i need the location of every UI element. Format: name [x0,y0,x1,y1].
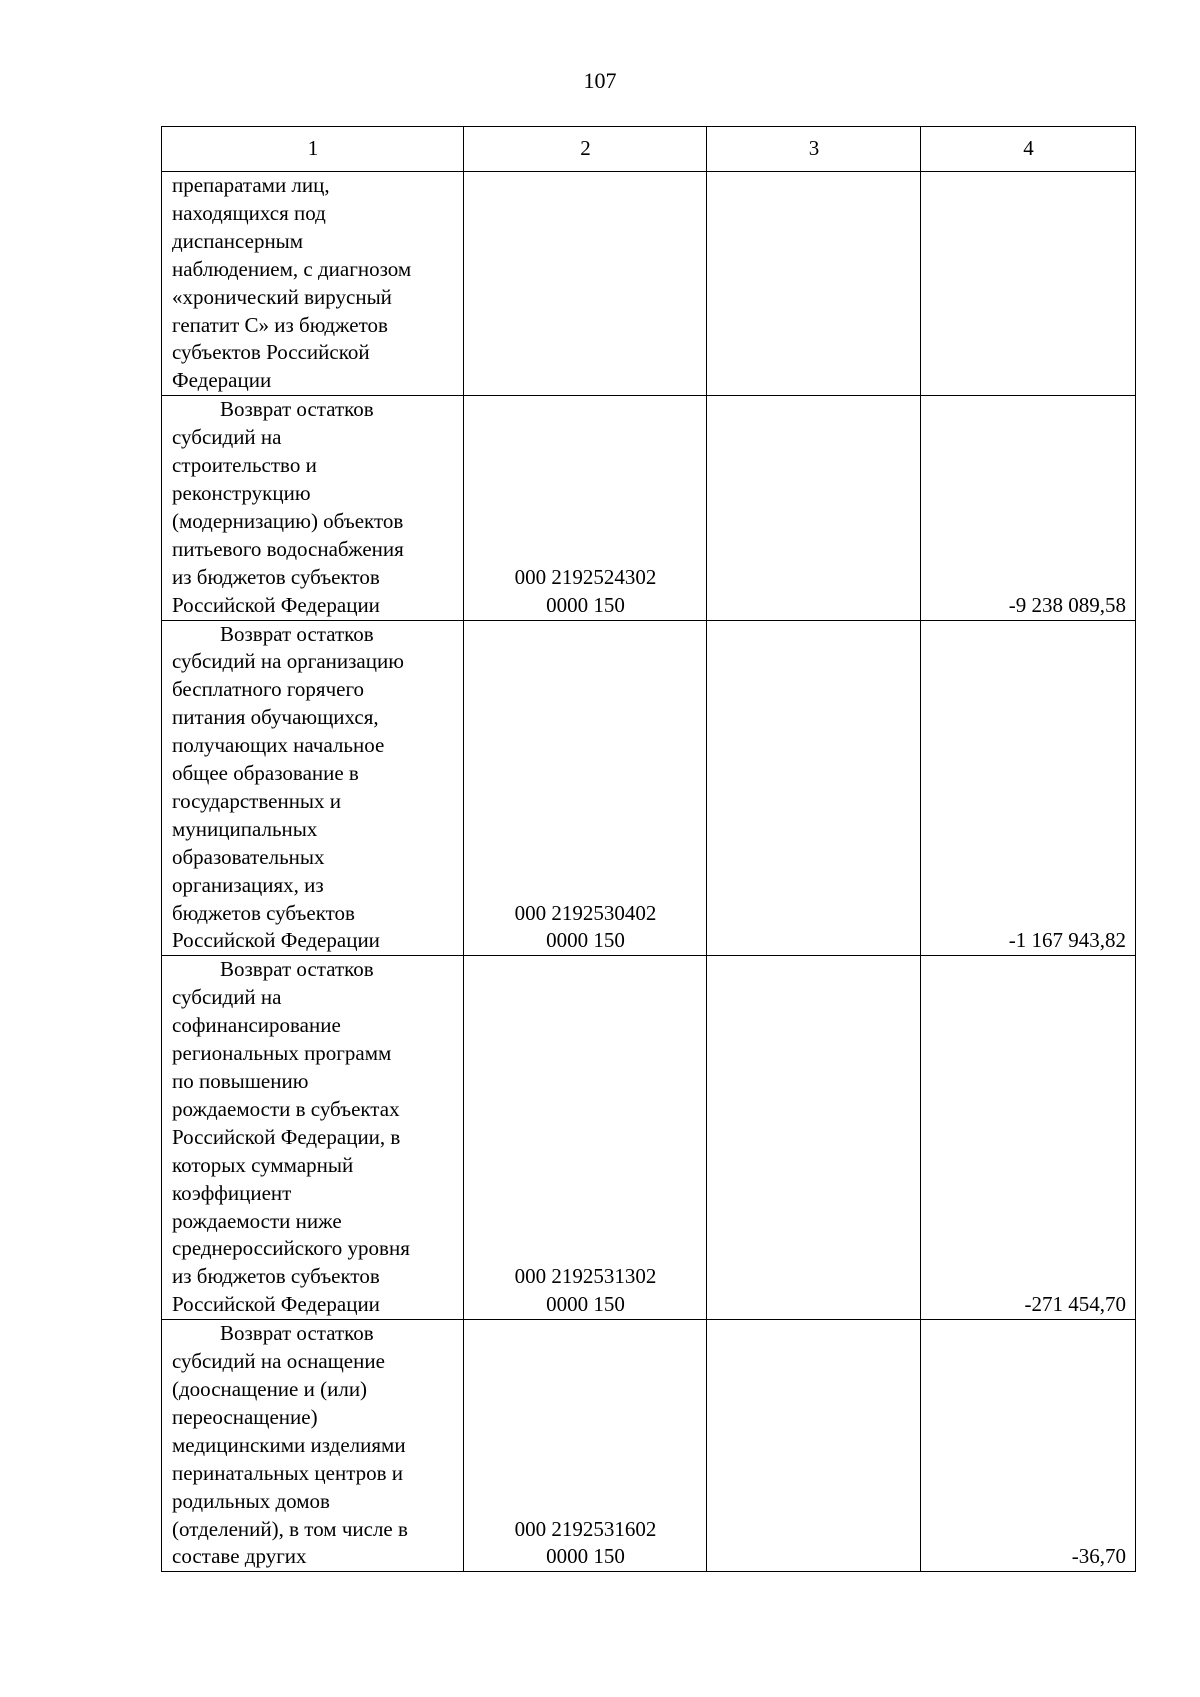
row-amount [921,1320,1136,1572]
row-col3 [707,172,921,396]
budget-table [161,126,1136,1572]
row-code-text: 000 2192531602 0000 150 [514,1516,657,1569]
row-amount [921,620,1136,956]
row-description-text: Возврат остатков субсидий на софинансирование региональных программ по повышению рождаемости в субъектах Российской Федерации, в которых суммарный коэффициент рождаемости ниже среднероссийского уровня из бюджетов субъектов Российской Федерации [172,957,410,1317]
row-code-text: 000 2192531302 0000 150 [514,1264,657,1317]
row-description-text: препаратами лиц, находящихся под диспансерным наблюдением, с диагнозом «хронический вирусный гепатит С» из бюджетов субъектов Российской Федерации [172,173,412,393]
row-code-text: 000 2192530402 0000 150 [514,900,657,953]
row-description-text: Возврат остатков субсидий на строительство и реконструкцию (модернизацию) объектов питьевого водоснабжения из бюджетов субъектов Российской Федерации [172,397,404,617]
row-description [162,396,464,620]
row-col3 [707,396,921,620]
page-number: 107 [583,68,617,93]
row-code [464,172,707,396]
row-amount-text: -1 167 943,82 [1008,928,1126,953]
row-code-text: 000 2192524302 0000 150 [514,564,657,617]
row-col3 [707,620,921,956]
row-amount-text: -271 454,70 [1024,1292,1126,1317]
table-row [162,956,1136,1320]
row-amount [921,172,1136,396]
table-row [162,1320,1136,1572]
row-amount-text: -36,70 [1071,1544,1126,1569]
table-row [162,396,1136,620]
row-code [464,956,707,1320]
row-col3 [707,1320,921,1572]
table-row [162,620,1136,956]
row-col3 [707,956,921,1320]
column-header-4: 4 [921,127,1136,172]
row-description [162,956,464,1320]
column-header-3: 3 [707,127,921,172]
row-description [162,620,464,956]
row-amount [921,956,1136,1320]
row-amount-text: -9 238 089,58 [1008,592,1126,617]
column-header-1: 1 [162,127,464,172]
row-amount [921,396,1136,620]
row-code [464,396,707,620]
column-header-2: 2 [464,127,707,172]
row-description-text: Возврат остатков субсидий на оснащение (дооснащение и (или) переоснащение) медицинскими изделиями перинатальных центров и родильных домов (отделений), в том числе в составе других [172,1321,408,1569]
row-description-text: Возврат остатков субсидий на организацию бесплатного горячего питания обучающихся, получающих начальное общее образование в государственных и муниципальных образовательных организациях, из бюджетов субъектов Российской Федерации [172,621,404,953]
row-description [162,172,464,396]
row-code [464,620,707,956]
table-row [162,172,1136,396]
row-description [162,1320,464,1572]
row-code [464,1320,707,1572]
table-header-row [162,127,1136,172]
